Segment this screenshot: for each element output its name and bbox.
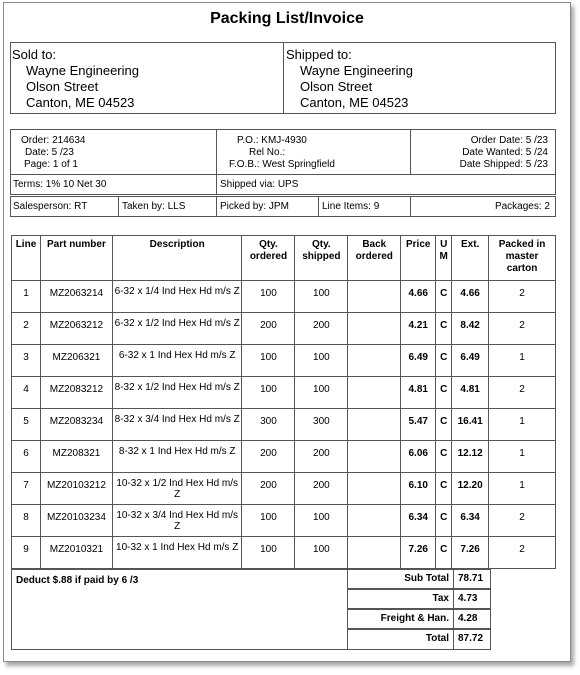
cell-description: 6-32 x 1/2 Ind Hex Hd m/s Z bbox=[112, 313, 242, 345]
cell-line: 1 bbox=[12, 281, 41, 313]
cell-qty-shipped: 100 bbox=[295, 537, 348, 569]
cell-part-number: MZ2063214 bbox=[40, 281, 112, 313]
shipped-to-block bbox=[286, 47, 413, 111]
freight-label: Freight & Han. bbox=[347, 609, 454, 629]
cell-packed: 1 bbox=[489, 345, 556, 377]
cell-packed: 2 bbox=[489, 281, 556, 313]
cell-ext: 6.34 bbox=[452, 505, 489, 537]
col-header-line: Line bbox=[12, 236, 41, 281]
cell-qty-shipped: 100 bbox=[295, 281, 348, 313]
cell-qty-shipped: 200 bbox=[295, 313, 348, 345]
col-header-qty-shipped: Qty. shipped bbox=[295, 236, 348, 281]
cell-description: 10-32 x 3/4 Ind Hex Hd m/s Z bbox=[112, 505, 242, 537]
cell-ext: 8.42 bbox=[452, 313, 489, 345]
cell-packed: 2 bbox=[489, 505, 556, 537]
cell-price: 5.47 bbox=[401, 409, 436, 441]
cell-back-ordered bbox=[348, 345, 401, 377]
table-row bbox=[12, 537, 556, 569]
cell-line: 5 bbox=[12, 409, 41, 441]
order-date: Order Date: 5 /23 bbox=[470, 135, 548, 146]
cell-ext: 12.12 bbox=[452, 441, 489, 473]
cell-price: 4.81 bbox=[401, 377, 436, 409]
cell-line: 8 bbox=[12, 505, 41, 537]
cell-back-ordered bbox=[348, 537, 401, 569]
table-row bbox=[12, 345, 556, 377]
col-header-qty-ordered: Qty. ordered bbox=[242, 236, 295, 281]
cell-back-ordered bbox=[348, 281, 401, 313]
cell-part-number: MZ20103234 bbox=[40, 505, 112, 537]
deduct-note: Deduct $.88 if paid by 6 /3 bbox=[16, 575, 139, 586]
cell-back-ordered bbox=[348, 377, 401, 409]
cell-qty-ordered: 200 bbox=[242, 441, 295, 473]
cell-um: C bbox=[436, 473, 452, 505]
sold-to-label: Sold to: bbox=[12, 47, 57, 62]
packages: Packages: 2 bbox=[494, 201, 550, 212]
cell-price: 6.10 bbox=[401, 473, 436, 505]
cell-ext: 6.49 bbox=[452, 345, 489, 377]
order-date-short: Date: 5 /23 bbox=[25, 147, 74, 158]
cell-qty-shipped: 200 bbox=[295, 473, 348, 505]
table-row bbox=[12, 505, 556, 537]
table-row bbox=[12, 313, 556, 345]
sold-to-block bbox=[12, 47, 139, 111]
cell-price: 7.26 bbox=[401, 537, 436, 569]
salesperson: Salesperson: RT bbox=[13, 201, 88, 212]
cell-um: C bbox=[436, 377, 452, 409]
cell-price: 6.34 bbox=[401, 505, 436, 537]
table-body bbox=[12, 281, 556, 569]
cell-line: 6 bbox=[12, 441, 41, 473]
table-row bbox=[12, 409, 556, 441]
cell-description: 6-32 x 1/4 Ind Hex Hd m/s Z bbox=[112, 281, 242, 313]
page-count: Page: 1 of 1 bbox=[24, 159, 78, 170]
cell-part-number: MZ20103212 bbox=[40, 473, 112, 505]
shipped-to-name: Wayne Engineering bbox=[300, 63, 413, 78]
cell-ext: 4.81 bbox=[452, 377, 489, 409]
cell-part-number: MZ208321 bbox=[40, 441, 112, 473]
cell-ext: 12.20 bbox=[452, 473, 489, 505]
cell-price: 4.66 bbox=[401, 281, 436, 313]
tax-value: 4.73 bbox=[453, 589, 491, 609]
cell-back-ordered bbox=[348, 473, 401, 505]
cell-line: 4 bbox=[12, 377, 41, 409]
cell-packed: 2 bbox=[489, 537, 556, 569]
cell-part-number: MZ2083234 bbox=[40, 409, 112, 441]
col-header-price: Price bbox=[401, 236, 436, 281]
sold-to-street: Olson Street bbox=[26, 79, 99, 94]
cell-packed: 1 bbox=[489, 441, 556, 473]
cell-part-number: MZ206321 bbox=[40, 345, 112, 377]
cell-qty-shipped: 100 bbox=[295, 377, 348, 409]
fob: F.O.B.: West Springfield bbox=[229, 159, 335, 170]
cell-ext: 16.41 bbox=[452, 409, 489, 441]
shipped-to-label: Shipped to: bbox=[286, 47, 352, 62]
col-header-part-number: Part number bbox=[40, 236, 112, 281]
cell-qty-ordered: 100 bbox=[242, 505, 295, 537]
table-header-row bbox=[12, 236, 556, 281]
deduct-note-box bbox=[11, 569, 348, 650]
cell-qty-shipped: 300 bbox=[295, 409, 348, 441]
cell-back-ordered bbox=[348, 505, 401, 537]
subtotal-value: 78.71 bbox=[453, 569, 491, 589]
rel-no: Rel No.: bbox=[249, 147, 286, 158]
cell-qty-ordered: 100 bbox=[242, 281, 295, 313]
po-number: P.O.: KMJ-4930 bbox=[237, 135, 307, 146]
taken-by: Taken by: LLS bbox=[122, 201, 186, 212]
document-title: Packing List/Invoice bbox=[210, 10, 364, 27]
cell-line: 2 bbox=[12, 313, 41, 345]
cell-qty-shipped: 100 bbox=[295, 345, 348, 377]
cell-description: 8-32 x 1/2 Ind Hex Hd m/s Z bbox=[112, 377, 242, 409]
date-shipped: Date Shipped: 5 /23 bbox=[459, 159, 548, 170]
cell-back-ordered bbox=[348, 313, 401, 345]
cell-description: 6-32 x 1 Ind Hex Hd m/s Z bbox=[112, 345, 242, 377]
cell-packed: 2 bbox=[489, 313, 556, 345]
cell-qty-ordered: 300 bbox=[242, 409, 295, 441]
cell-um: C bbox=[436, 345, 452, 377]
cell-price: 6.06 bbox=[401, 441, 436, 473]
cell-qty-ordered: 100 bbox=[242, 537, 295, 569]
cell-price: 4.21 bbox=[401, 313, 436, 345]
cell-qty-ordered: 100 bbox=[242, 377, 295, 409]
cell-back-ordered bbox=[348, 441, 401, 473]
cell-line: 3 bbox=[12, 345, 41, 377]
cell-packed: 1 bbox=[489, 409, 556, 441]
table-row bbox=[12, 281, 556, 313]
cell-packed: 2 bbox=[489, 377, 556, 409]
shipped-to-city: Canton, ME 04523 bbox=[300, 95, 409, 110]
cell-um: C bbox=[436, 505, 452, 537]
cell-description: 8-32 x 1 Ind Hex Hd m/s Z bbox=[112, 441, 242, 473]
picked-by: Picked by: JPM bbox=[220, 201, 289, 212]
col-header-packed: Packed in master carton bbox=[489, 236, 556, 281]
date-wanted: Date Wanted: 5 /24 bbox=[462, 147, 548, 158]
invoice-sheet bbox=[3, 2, 571, 662]
cell-description: 10-32 x 1 Ind Hex Hd m/s Z bbox=[112, 537, 242, 569]
cell-um: C bbox=[436, 441, 452, 473]
cell-qty-ordered: 200 bbox=[242, 313, 295, 345]
cell-part-number: MZ2083212 bbox=[40, 377, 112, 409]
cell-um: C bbox=[436, 409, 452, 441]
cell-price: 6.49 bbox=[401, 345, 436, 377]
cell-ext: 7.26 bbox=[452, 537, 489, 569]
cell-part-number: MZ2063212 bbox=[40, 313, 112, 345]
sold-to-name: Wayne Engineering bbox=[26, 63, 139, 78]
subtotal-label: Sub Total bbox=[347, 569, 454, 589]
sold-to-city: Canton, ME 04523 bbox=[26, 95, 135, 110]
cell-um: C bbox=[436, 313, 452, 345]
cell-qty-ordered: 100 bbox=[242, 345, 295, 377]
shipped-to-street: Olson Street bbox=[300, 79, 373, 94]
col-header-description: Description bbox=[112, 236, 242, 281]
col-header-back-ordered: Back ordered bbox=[348, 236, 401, 281]
cell-um: C bbox=[436, 281, 452, 313]
line-items-table bbox=[11, 235, 556, 569]
total-value: 87.72 bbox=[453, 629, 491, 650]
col-header-um: U M bbox=[436, 236, 452, 281]
table-row bbox=[12, 473, 556, 505]
cell-description: 8-32 x 3/4 Ind Hex Hd m/s Z bbox=[112, 409, 242, 441]
terms: Terms: 1% 10 Net 30 bbox=[13, 179, 107, 190]
tax-label: Tax bbox=[347, 589, 454, 609]
cell-back-ordered bbox=[348, 409, 401, 441]
cell-line: 9 bbox=[12, 537, 41, 569]
cell-line: 7 bbox=[12, 473, 41, 505]
cell-qty-shipped: 200 bbox=[295, 441, 348, 473]
line-items-count: Line Items: 9 bbox=[322, 201, 380, 212]
cell-ext: 4.66 bbox=[452, 281, 489, 313]
table-row bbox=[12, 377, 556, 409]
shipped-via: Shipped via: UPS bbox=[220, 179, 299, 190]
cell-qty-shipped: 100 bbox=[295, 505, 348, 537]
cell-qty-ordered: 200 bbox=[242, 473, 295, 505]
cell-packed: 1 bbox=[489, 473, 556, 505]
col-header-ext: Ext. bbox=[452, 236, 489, 281]
freight-value: 4.28 bbox=[453, 609, 491, 629]
cell-description: 10-32 x 1/2 Ind Hex Hd m/s Z bbox=[112, 473, 242, 505]
order-number: Order: 214634 bbox=[21, 135, 86, 146]
table-row bbox=[12, 441, 556, 473]
cell-um: C bbox=[436, 537, 452, 569]
cell-part-number: MZ2010321 bbox=[40, 537, 112, 569]
address-divider bbox=[283, 42, 284, 114]
total-label: Total bbox=[347, 629, 454, 650]
